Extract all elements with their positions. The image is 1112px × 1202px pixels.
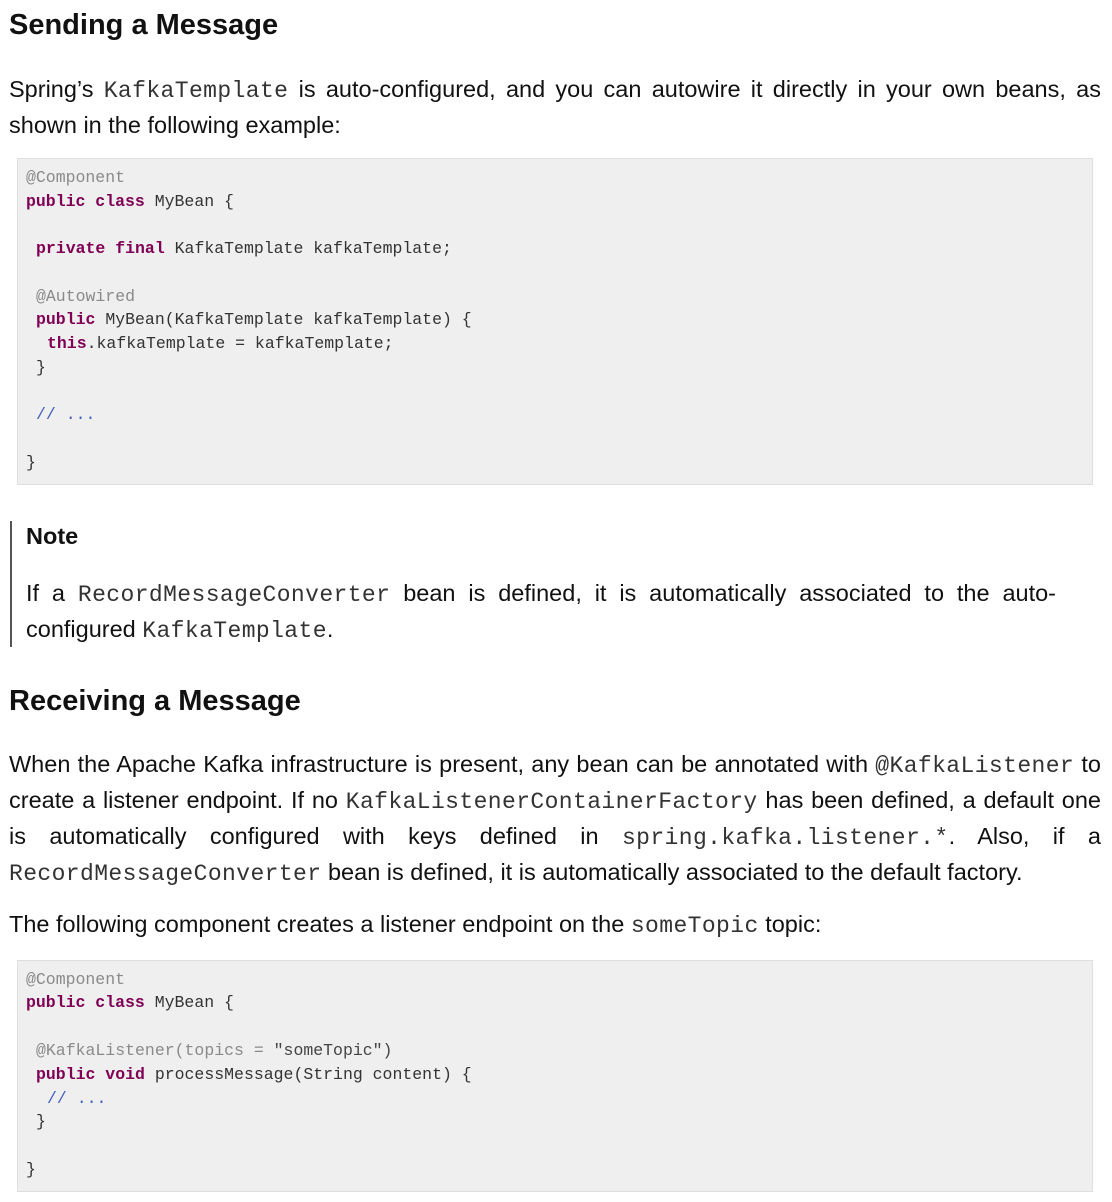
code-line: public void processMessage(String content) { [36,1065,472,1084]
inline-code-kafkalistener: @KafkaListener [875,753,1075,779]
code-line: public class MyBean { [26,192,234,211]
inline-code-listener-keys: spring.kafka.listener.* [621,825,949,851]
inline-code-kafkalistenercontainerfactory: KafkaListenerContainerFactory [345,789,758,815]
code-line: this.kafkaTemplate = kafkaTemplate; [47,334,394,353]
inline-code-kafkatemplate: KafkaTemplate [142,618,327,644]
paragraph-receiving-intro: When the Apache Kafka infrastructure is present, any bean can be annotated with @KafkaListener to create a listener endpoint. If no KafkaListenerContainerFactory has been defined, a default one is automatically configured with keys defined in spring.kafka.listener.*. Also, if a RecordMessageConverter bean is defined, it is automatically associated to the default factory. [9,751,1101,887]
code-line: public class MyBean { [26,993,234,1012]
heading-receiving-a-message: Receiving a Message [9,685,301,717]
inline-code-kafkatemplate: KafkaTemplate [103,78,289,104]
heading-sending-a-message: Sending a Message [9,9,279,41]
code-line: } [36,358,46,377]
code-line: } [26,1160,36,1179]
code-line: private final KafkaTemplate kafkaTemplate; [36,239,452,258]
code-line: @Component [26,970,126,989]
code-line: } [26,453,36,472]
note-admonition [10,521,1094,647]
code-block-receiving [17,960,1093,1192]
code-line: public MyBean(KafkaTemplate kafkaTemplate) { [36,310,472,329]
code-line: @Component [26,168,126,187]
note-body: If a RecordMessageConverter bean is defined, it is automatically associated to the auto-configured KafkaTemplate. [26,580,1057,644]
paragraph-listener-endpoint: The following component creates a listener endpoint on the someTopic topic: [9,911,822,939]
code-line: // ... [36,405,96,424]
inline-code-recordmessageconverter: RecordMessageConverter [77,582,391,608]
note-title: Note [26,523,79,549]
paragraph-sending-intro: Spring’s KafkaTemplate is auto-configured, and you can autowire it directly in your own beans, as shown in the following example: [9,76,1101,138]
code-block-sending [17,158,1093,485]
code-line: // ... [47,1089,107,1108]
code-line: } [36,1112,46,1131]
inline-code-recordmessageconverter: RecordMessageConverter [9,861,322,887]
code-line: @Autowired [36,287,136,306]
code-line: @KafkaListener(topics = "someTopic") [36,1041,393,1060]
inline-code-sometopic: someTopic [630,913,759,939]
